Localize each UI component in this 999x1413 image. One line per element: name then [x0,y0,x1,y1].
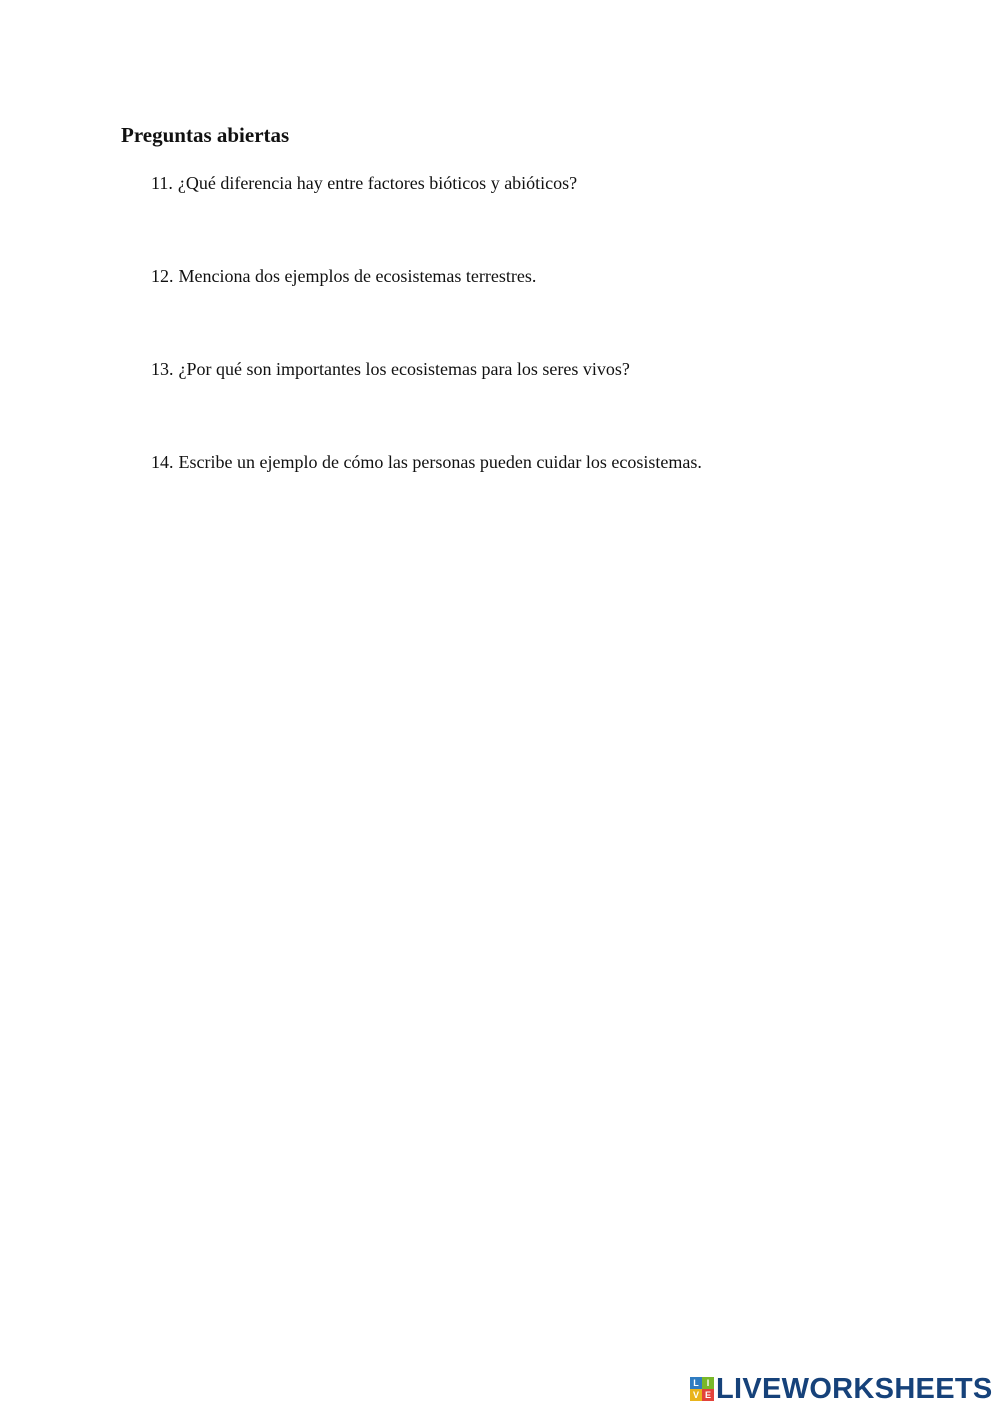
logo-tile-l: L [690,1377,702,1389]
question-number: 14. [151,452,174,472]
section-title: Preguntas abiertas [121,123,290,147]
question-item-14 [151,450,702,543]
question-number: 13. [151,359,174,379]
question-text: ¿Qué diferencia hay entre factores bióticos y abióticos? [177,173,578,193]
question-item-11 [151,171,702,264]
question-item-12 [151,264,702,357]
logo-tile-i: I [702,1377,714,1389]
liveworksheets-logo-icon [690,1377,714,1401]
logo-tile-v: V [690,1389,702,1401]
question-text: ¿Por qué son importantes los ecosistemas para los seres vivos? [178,359,630,379]
question-number: 12. [151,266,174,286]
logo-text: LIVEWORKSHEETS [716,1373,993,1405]
question-text: Menciona dos ejemplos de ecosistemas terrestres. [178,266,537,286]
question-item-13 [151,357,702,450]
question-number: 11. [151,173,173,193]
liveworksheets-logo [690,1373,993,1405]
question-text: Escribe un ejemplo de cómo las personas pueden cuidar los ecosistemas. [178,452,702,472]
logo-tile-e: E [702,1389,714,1401]
question-list [151,171,702,543]
